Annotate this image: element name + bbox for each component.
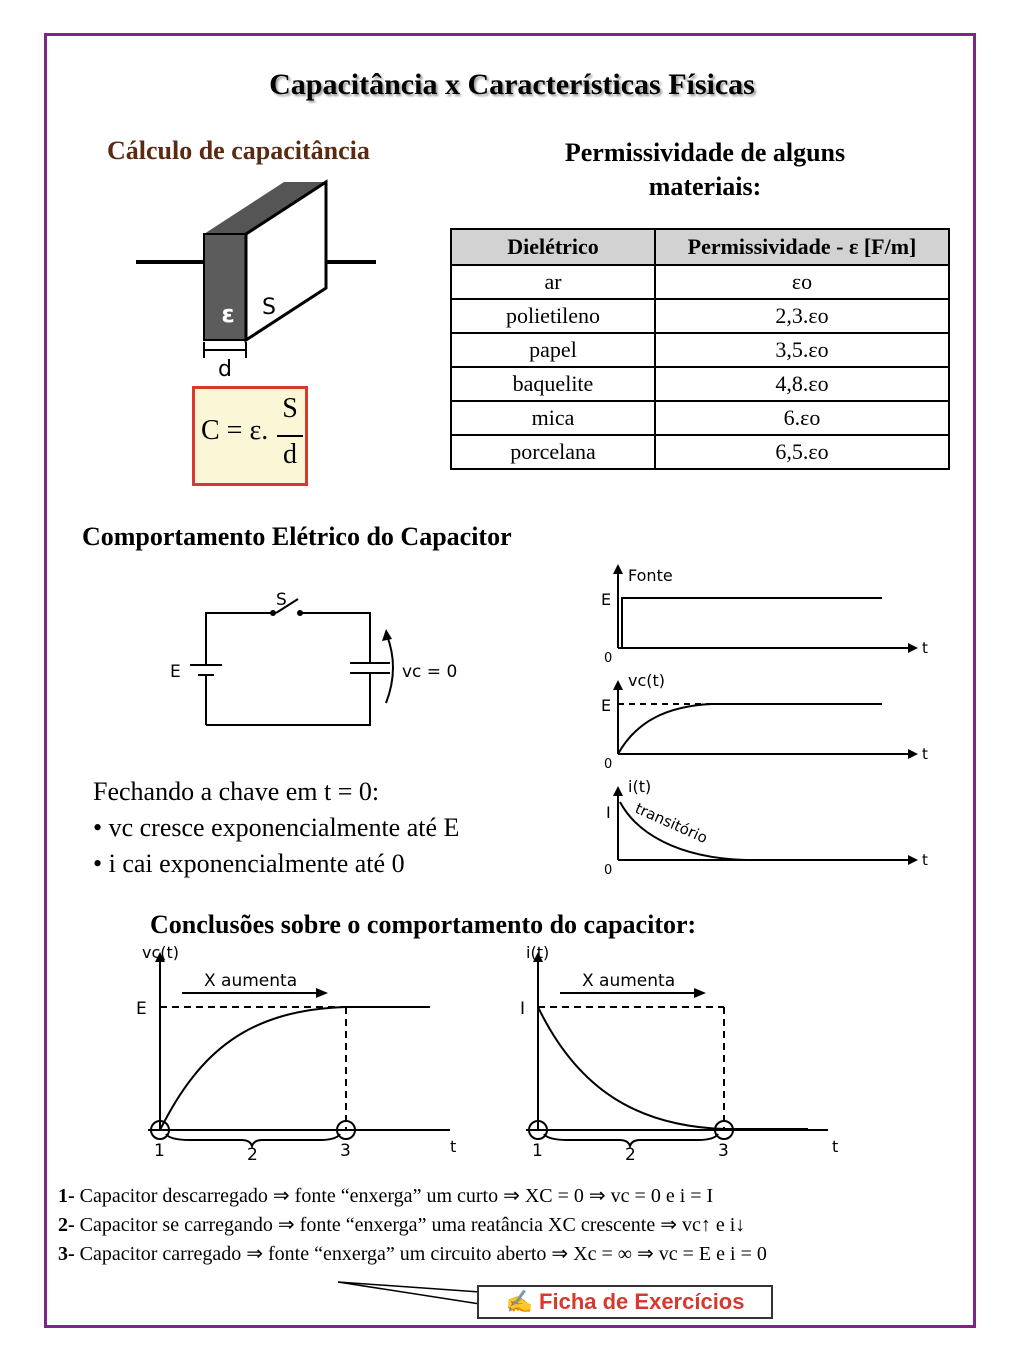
column-header-permittivity: Permissividade - ε [F/m] bbox=[655, 229, 949, 265]
large-vc-point-3: 3 bbox=[340, 1141, 351, 1161]
permittivity-cell: εo bbox=[655, 265, 949, 299]
i-graph-label: i(t) bbox=[628, 777, 652, 796]
callout-pointer bbox=[330, 1276, 490, 1316]
table-row bbox=[451, 265, 949, 299]
conclusions-heading: Conclusões sobre o comportamento do capacitor: bbox=[150, 910, 697, 939]
i-t-label: t bbox=[922, 851, 928, 869]
permittivity-cell: 4,8.εo bbox=[655, 367, 949, 401]
i-y-label: I bbox=[606, 803, 611, 822]
large-i-arrow-label: X aumenta bbox=[582, 971, 676, 991]
behavior-notes bbox=[93, 774, 459, 882]
behavior-heading: Comportamento Elétrico do Capacitor bbox=[82, 522, 512, 551]
permittivity-cell: 3,5.εo bbox=[655, 333, 949, 367]
large-i-point-2: 2 bbox=[625, 1145, 636, 1165]
note-intro: Fechando a chave em t = 0: bbox=[93, 777, 380, 806]
vc-t-label: t bbox=[922, 745, 928, 763]
column-header-dielectric: Dielétrico bbox=[451, 229, 655, 265]
table-row bbox=[451, 333, 949, 367]
large-vc-label: vc(t) bbox=[142, 943, 180, 962]
area-label: S bbox=[262, 295, 276, 320]
permittivity-table bbox=[450, 228, 950, 470]
dielectric-cell: baquelite bbox=[451, 367, 655, 401]
dielectric-cell: ar bbox=[451, 265, 655, 299]
large-i-y-label: I bbox=[520, 999, 526, 1019]
large-vc-y-label: E bbox=[136, 999, 147, 1019]
large-i-point-1: 1 bbox=[532, 1141, 543, 1161]
fonte-y-label: E bbox=[601, 590, 612, 609]
exercise-sheet-button[interactable] bbox=[477, 1285, 773, 1319]
vc-y-label: E bbox=[601, 696, 612, 715]
conclusion-text: Capacitor se carregando ⇒ fonte “enxerga” uma reatância XC crescente ⇒ vc↑ e i↓ bbox=[74, 1214, 746, 1236]
capacitor-plates-figure bbox=[130, 176, 390, 386]
distance-label: d bbox=[218, 357, 232, 382]
table-row bbox=[451, 401, 949, 435]
formula-lhs: C = ε. bbox=[201, 415, 269, 446]
switch-label: S bbox=[276, 590, 287, 610]
vc-graph-label: vc(t) bbox=[628, 671, 666, 690]
formula-denominator: d bbox=[283, 439, 297, 470]
perm-heading-line1: Permissividade de alguns bbox=[564, 138, 846, 167]
conclusions-list bbox=[58, 1182, 767, 1269]
permittivity-cell: 6.εo bbox=[655, 401, 949, 435]
pencil-icon: ✍ bbox=[505, 1289, 533, 1314]
conclusion-number: 3- bbox=[58, 1243, 75, 1265]
dielectric-cell: mica bbox=[451, 401, 655, 435]
conclusion-item bbox=[58, 1240, 767, 1269]
large-vc-arrow-label: X aumenta bbox=[204, 971, 298, 991]
conclusion-text: Capacitor carregado ⇒ fonte “enxerga” um circuito aberto ⇒ Xc = ∞ ⇒ vc = E e i = 0 bbox=[74, 1243, 767, 1265]
large-i-t-label: t bbox=[832, 1137, 839, 1156]
page-title: Capacitância x Características Físicas bbox=[269, 68, 755, 101]
table-row bbox=[451, 367, 949, 401]
note-vc: • vc cresce exponencialmente até E bbox=[93, 813, 460, 842]
small-graphs bbox=[596, 562, 936, 882]
perm-heading-line2: materiais: bbox=[648, 172, 762, 201]
source-label: E bbox=[170, 662, 181, 682]
permittivity-cell: 6,5.εo bbox=[655, 435, 949, 469]
calc-heading: Cálculo de capacitância bbox=[107, 136, 370, 165]
large-vc-graph bbox=[130, 940, 480, 1170]
large-vc-point-1: 1 bbox=[154, 1141, 165, 1161]
dielectric-cell: porcelana bbox=[451, 435, 655, 469]
conclusion-number: 1- bbox=[58, 1185, 75, 1207]
large-vc-point-2: 2 bbox=[247, 1145, 258, 1165]
large-vc-t-label: t bbox=[450, 1137, 457, 1156]
dielectric-cell: polietileno bbox=[451, 299, 655, 333]
permittivity-cell: 2,3.εo bbox=[655, 299, 949, 333]
fonte-graph-label: Fonte bbox=[628, 566, 673, 585]
circuit-diagram bbox=[160, 585, 470, 735]
vc-origin: 0 bbox=[604, 757, 613, 772]
large-i-label: i(t) bbox=[526, 943, 550, 962]
conclusion-number: 2- bbox=[58, 1214, 75, 1236]
conclusion-item bbox=[58, 1211, 767, 1240]
table-row bbox=[451, 435, 949, 469]
large-i-graph bbox=[508, 940, 858, 1170]
table-row bbox=[451, 299, 949, 333]
exercise-sheet-label: Ficha de Exercícios bbox=[539, 1289, 745, 1314]
fraction-bar bbox=[277, 435, 303, 437]
i-origin: 0 bbox=[604, 863, 613, 878]
conclusion-text: Capacitor descarregado ⇒ fonte “enxerga” um curto ⇒ XC = 0 ⇒ vc = 0 e i = I bbox=[74, 1185, 714, 1207]
perm-heading bbox=[490, 136, 920, 204]
fonte-t-label: t bbox=[922, 639, 928, 657]
formula-numerator: S bbox=[282, 393, 298, 424]
dielectric-cell: papel bbox=[451, 333, 655, 367]
capacitance-formula-box bbox=[192, 386, 308, 486]
fonte-origin: 0 bbox=[604, 651, 613, 666]
table-header-row bbox=[451, 229, 949, 265]
vc-label: vc = 0 bbox=[402, 662, 458, 682]
transient-note: transitório bbox=[632, 799, 711, 848]
note-i: • i cai exponencialmente até 0 bbox=[93, 849, 405, 878]
epsilon-label: ε bbox=[221, 300, 235, 328]
large-i-point-3: 3 bbox=[718, 1141, 729, 1161]
conclusion-item bbox=[58, 1182, 767, 1211]
